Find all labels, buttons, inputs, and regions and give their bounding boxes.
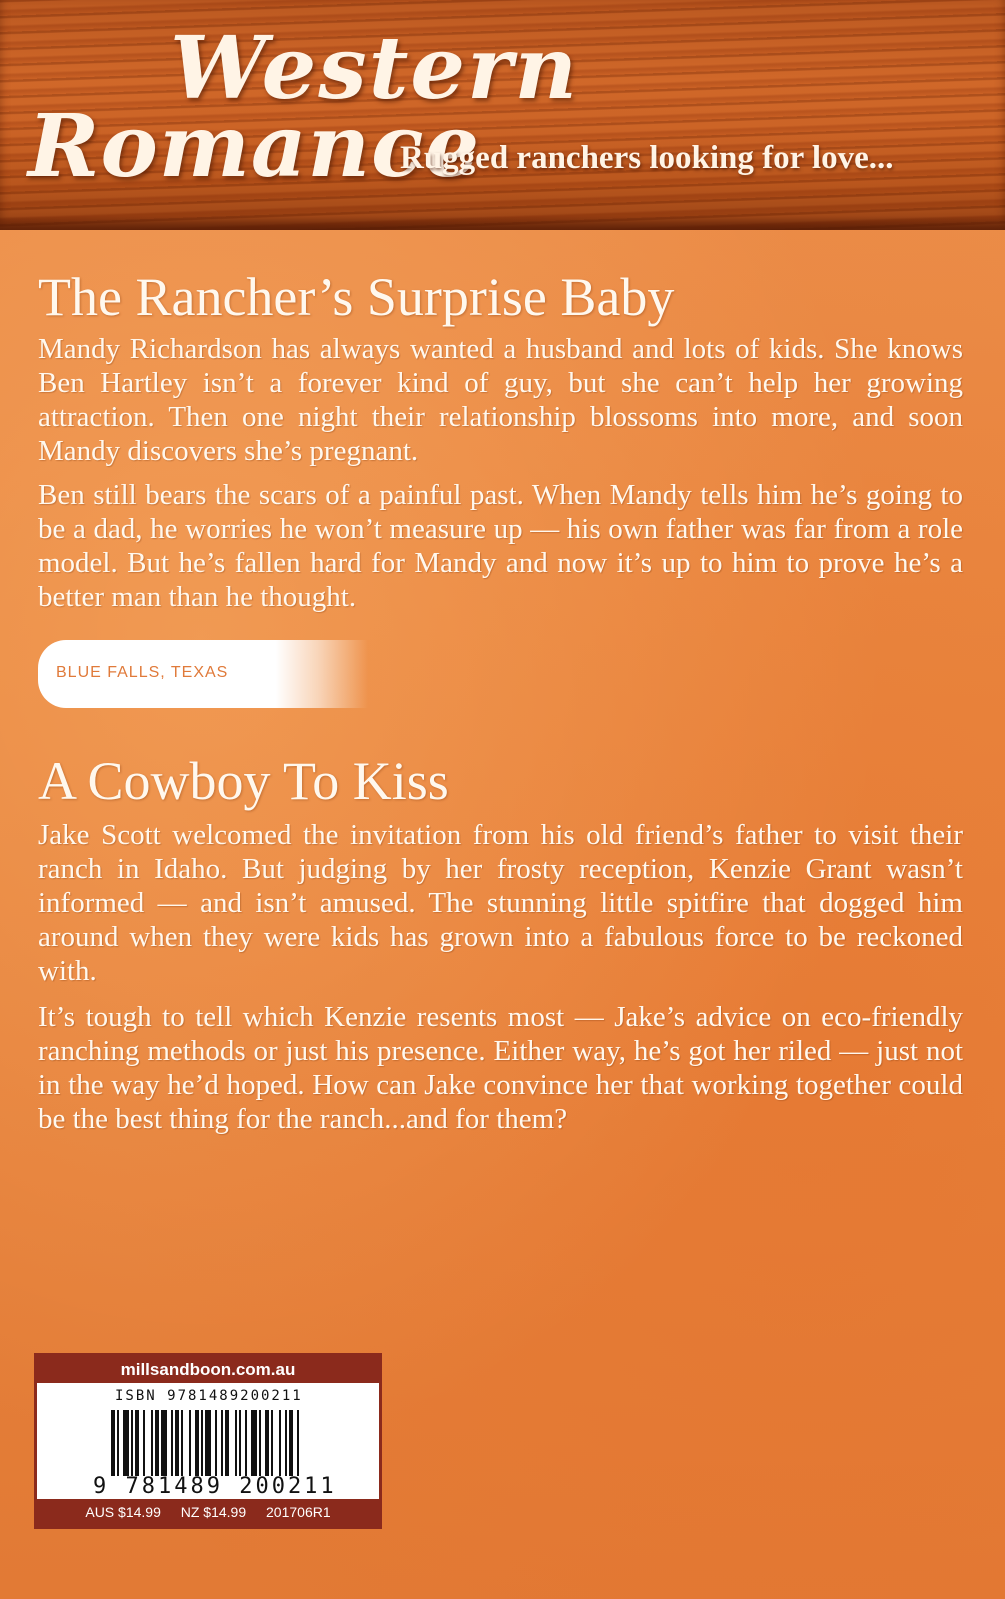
series-tag [38, 640, 368, 708]
logo-romance: Romance [28, 96, 481, 197]
product-code: 201706R1 [266, 1504, 331, 1520]
series-tag-label: BLUE FALLS, TEXAS [56, 664, 229, 681]
logo-western: Western [170, 18, 579, 119]
isbn-label: ISBN 9781489200211 [115, 1388, 303, 1404]
website-label: millsandboon.com.au [37, 1356, 379, 1383]
tagline: Rugged ranchers looking for love... [400, 140, 894, 176]
book2-paragraph2: It’s tough to tell which Kenzie resents most — Jake’s advice on eco-friendly ranching methods or just his presence. Either way, he’s got her riled — just not in the way he’d hoped. How can Jake convince her that working together could be the best thing for the ranch...and for them? [38, 1001, 963, 1135]
barcode-digits: 9 781489 200211 [93, 1474, 337, 1499]
price-strip [37, 1499, 379, 1526]
book1-paragraph2: Ben still bears the scars of a painful past. When Mandy tells him he’s going to be a dad, he worries he won’t measure up — his own father was far from a role model. But he’s fallen hard for Mandy and now it’s up to him to prove he’s a better man than he thought. [38, 479, 963, 613]
book1-paragraph1: Mandy Richardson has always wanted a husband and lots of kids. She knows Ben Hartley isn’t a forever kind of guy, but she can’t help her growing attraction. Then one night their relationship blossoms into more, and soon Mandy discovers she’s pregnant. [38, 333, 963, 467]
wood-header-banner [0, 0, 1005, 230]
price-aus: AUS $14.99 [85, 1504, 161, 1520]
barcode-panel [34, 1353, 382, 1529]
price-nz: NZ $14.99 [180, 1504, 247, 1520]
book1-title: The Rancher’s Surprise Baby [38, 267, 675, 327]
barcode-bars [111, 1410, 351, 1476]
book2-paragraph1: Jake Scott welcomed the invitation from his old friend’s father to visit their ranch in Idaho. But judging by her frosty reception, Kenzie Grant wasn’t informed — and isn’t amused. The stunning little spitfire that dogged him around when they were kids has grown into a fabulous force to be reckoned with. [38, 819, 963, 987]
book2-title: A Cowboy To Kiss [38, 751, 449, 811]
